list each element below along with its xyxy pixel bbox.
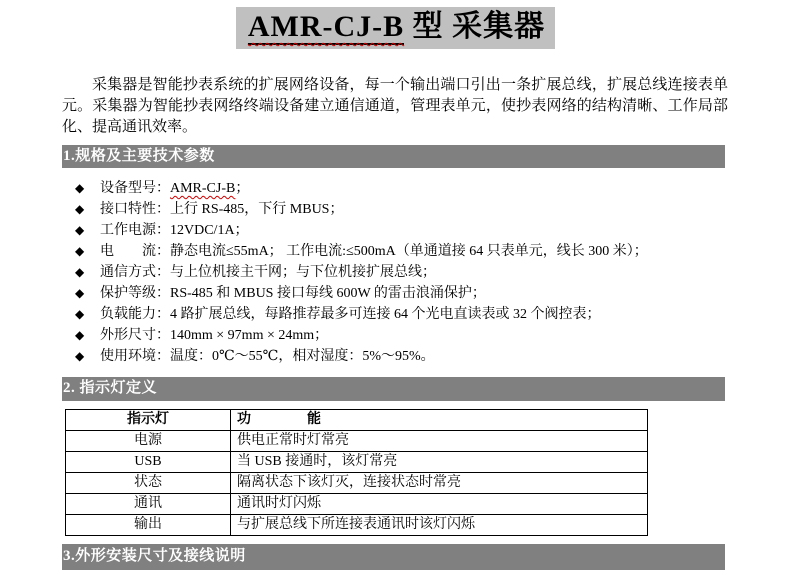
led-function-cell: 供电正常时灯常亮 (231, 431, 648, 452)
intro-paragraph: 采集器是智能抄表系统的扩展网络设备，每一个输出端口引出一条扩展总线，扩展总线连接表单元。采集器为智能抄表网络终端设备建立通信通道，管理表单元，使抄表网络的结构清晰、工作局部化、提高通讯效率。 (62, 77, 728, 135)
led-indicator-cell: 电源 (66, 431, 231, 452)
spec-item-text: 工作电源：12VDC/1A； (100, 223, 249, 238)
spec-item-text: 电 流：静态电流≤55mA； 工作电流:≤500mA（单通道接 64 只表单元，线长 300 米）； (100, 244, 648, 259)
spellcheck-squiggle-text: AMR-CJ-B (170, 181, 236, 196)
led-table-row (66, 494, 648, 515)
section-2-header: 2. 指示灯定义 (62, 377, 725, 401)
diamond-bullet-icon: ◆ (75, 349, 85, 363)
spec-item-text: 负载能力：4 路扩展总线，每路推荐最多可连接 64 个光电直读表或 32 个阀控表； (100, 307, 601, 322)
spec-item-text: 通信方式：与上位机接主干网；与下位机接扩展总线； (100, 265, 436, 280)
led-indicator-cell: 通讯 (66, 494, 231, 515)
led-function-cell: 隔离状态下该灯灭，连接状态时常亮 (231, 473, 648, 494)
section-3-header: 3.外形安装尺寸及接线说明 (62, 544, 725, 570)
spec-item (62, 220, 791, 241)
led-table-header-indicator: 指示灯 (66, 410, 231, 431)
spec-item-text: 设备型号：AMR-CJ-B； (100, 181, 250, 196)
spec-item (62, 262, 791, 283)
title-model-text: AMR-CJ-B (247, 10, 405, 43)
spec-item (62, 199, 791, 220)
led-table-header-row (66, 410, 648, 431)
led-table-row (66, 515, 648, 536)
led-table-body (66, 431, 648, 536)
diamond-bullet-icon: ◆ (75, 286, 85, 300)
spec-item-text: 使用环境：温度：0℃～55℃，相对湿度：5%～95%。 (100, 349, 435, 364)
spec-item (62, 304, 791, 325)
spec-item-text: 保护等级：RS-485 和 MBUS 接口每线 600W 的雷击浪涌保护； (100, 286, 486, 301)
led-table-head (66, 410, 648, 431)
diamond-bullet-icon: ◆ (75, 307, 85, 321)
led-function-cell: 当 USB 接通时，该灯常亮 (231, 452, 648, 473)
diamond-bullet-icon: ◆ (75, 244, 85, 258)
led-table-row (66, 452, 648, 473)
led-table-row (66, 431, 648, 452)
diamond-bullet-icon: ◆ (75, 181, 85, 195)
title-highlight (236, 7, 555, 49)
led-indicator-cell: 输出 (66, 515, 231, 536)
spec-item (62, 178, 791, 199)
led-indicator-cell: USB (66, 452, 231, 473)
spec-item (62, 241, 791, 262)
diamond-bullet-icon: ◆ (75, 328, 85, 342)
diamond-bullet-icon: ◆ (75, 202, 85, 216)
led-indicator-table (65, 409, 648, 536)
led-table-row (66, 473, 648, 494)
spec-item (62, 346, 791, 367)
spec-item-text: 外形尺寸：140mm × 97mm × 24mm； (100, 328, 329, 343)
led-function-cell: 与扩展总线下所连接表通讯时该灯闪烁 (231, 515, 648, 536)
led-table-header-function: 功 能 (231, 410, 648, 431)
led-indicator-cell: 状态 (66, 473, 231, 494)
spec-item (62, 325, 791, 346)
document-title (0, 0, 791, 54)
title-suffix-text: 型 采集器 (404, 10, 546, 43)
led-function-cell: 通讯时灯闪烁 (231, 494, 648, 515)
diamond-bullet-icon: ◆ (75, 223, 85, 237)
spec-item (62, 283, 791, 304)
spec-item-text: 接口特性：上行 RS-485，下行 MBUS； (100, 202, 344, 217)
section-1-header: 1.规格及主要技术参数 (62, 145, 725, 168)
spec-list (62, 178, 791, 367)
diamond-bullet-icon: ◆ (75, 265, 85, 279)
